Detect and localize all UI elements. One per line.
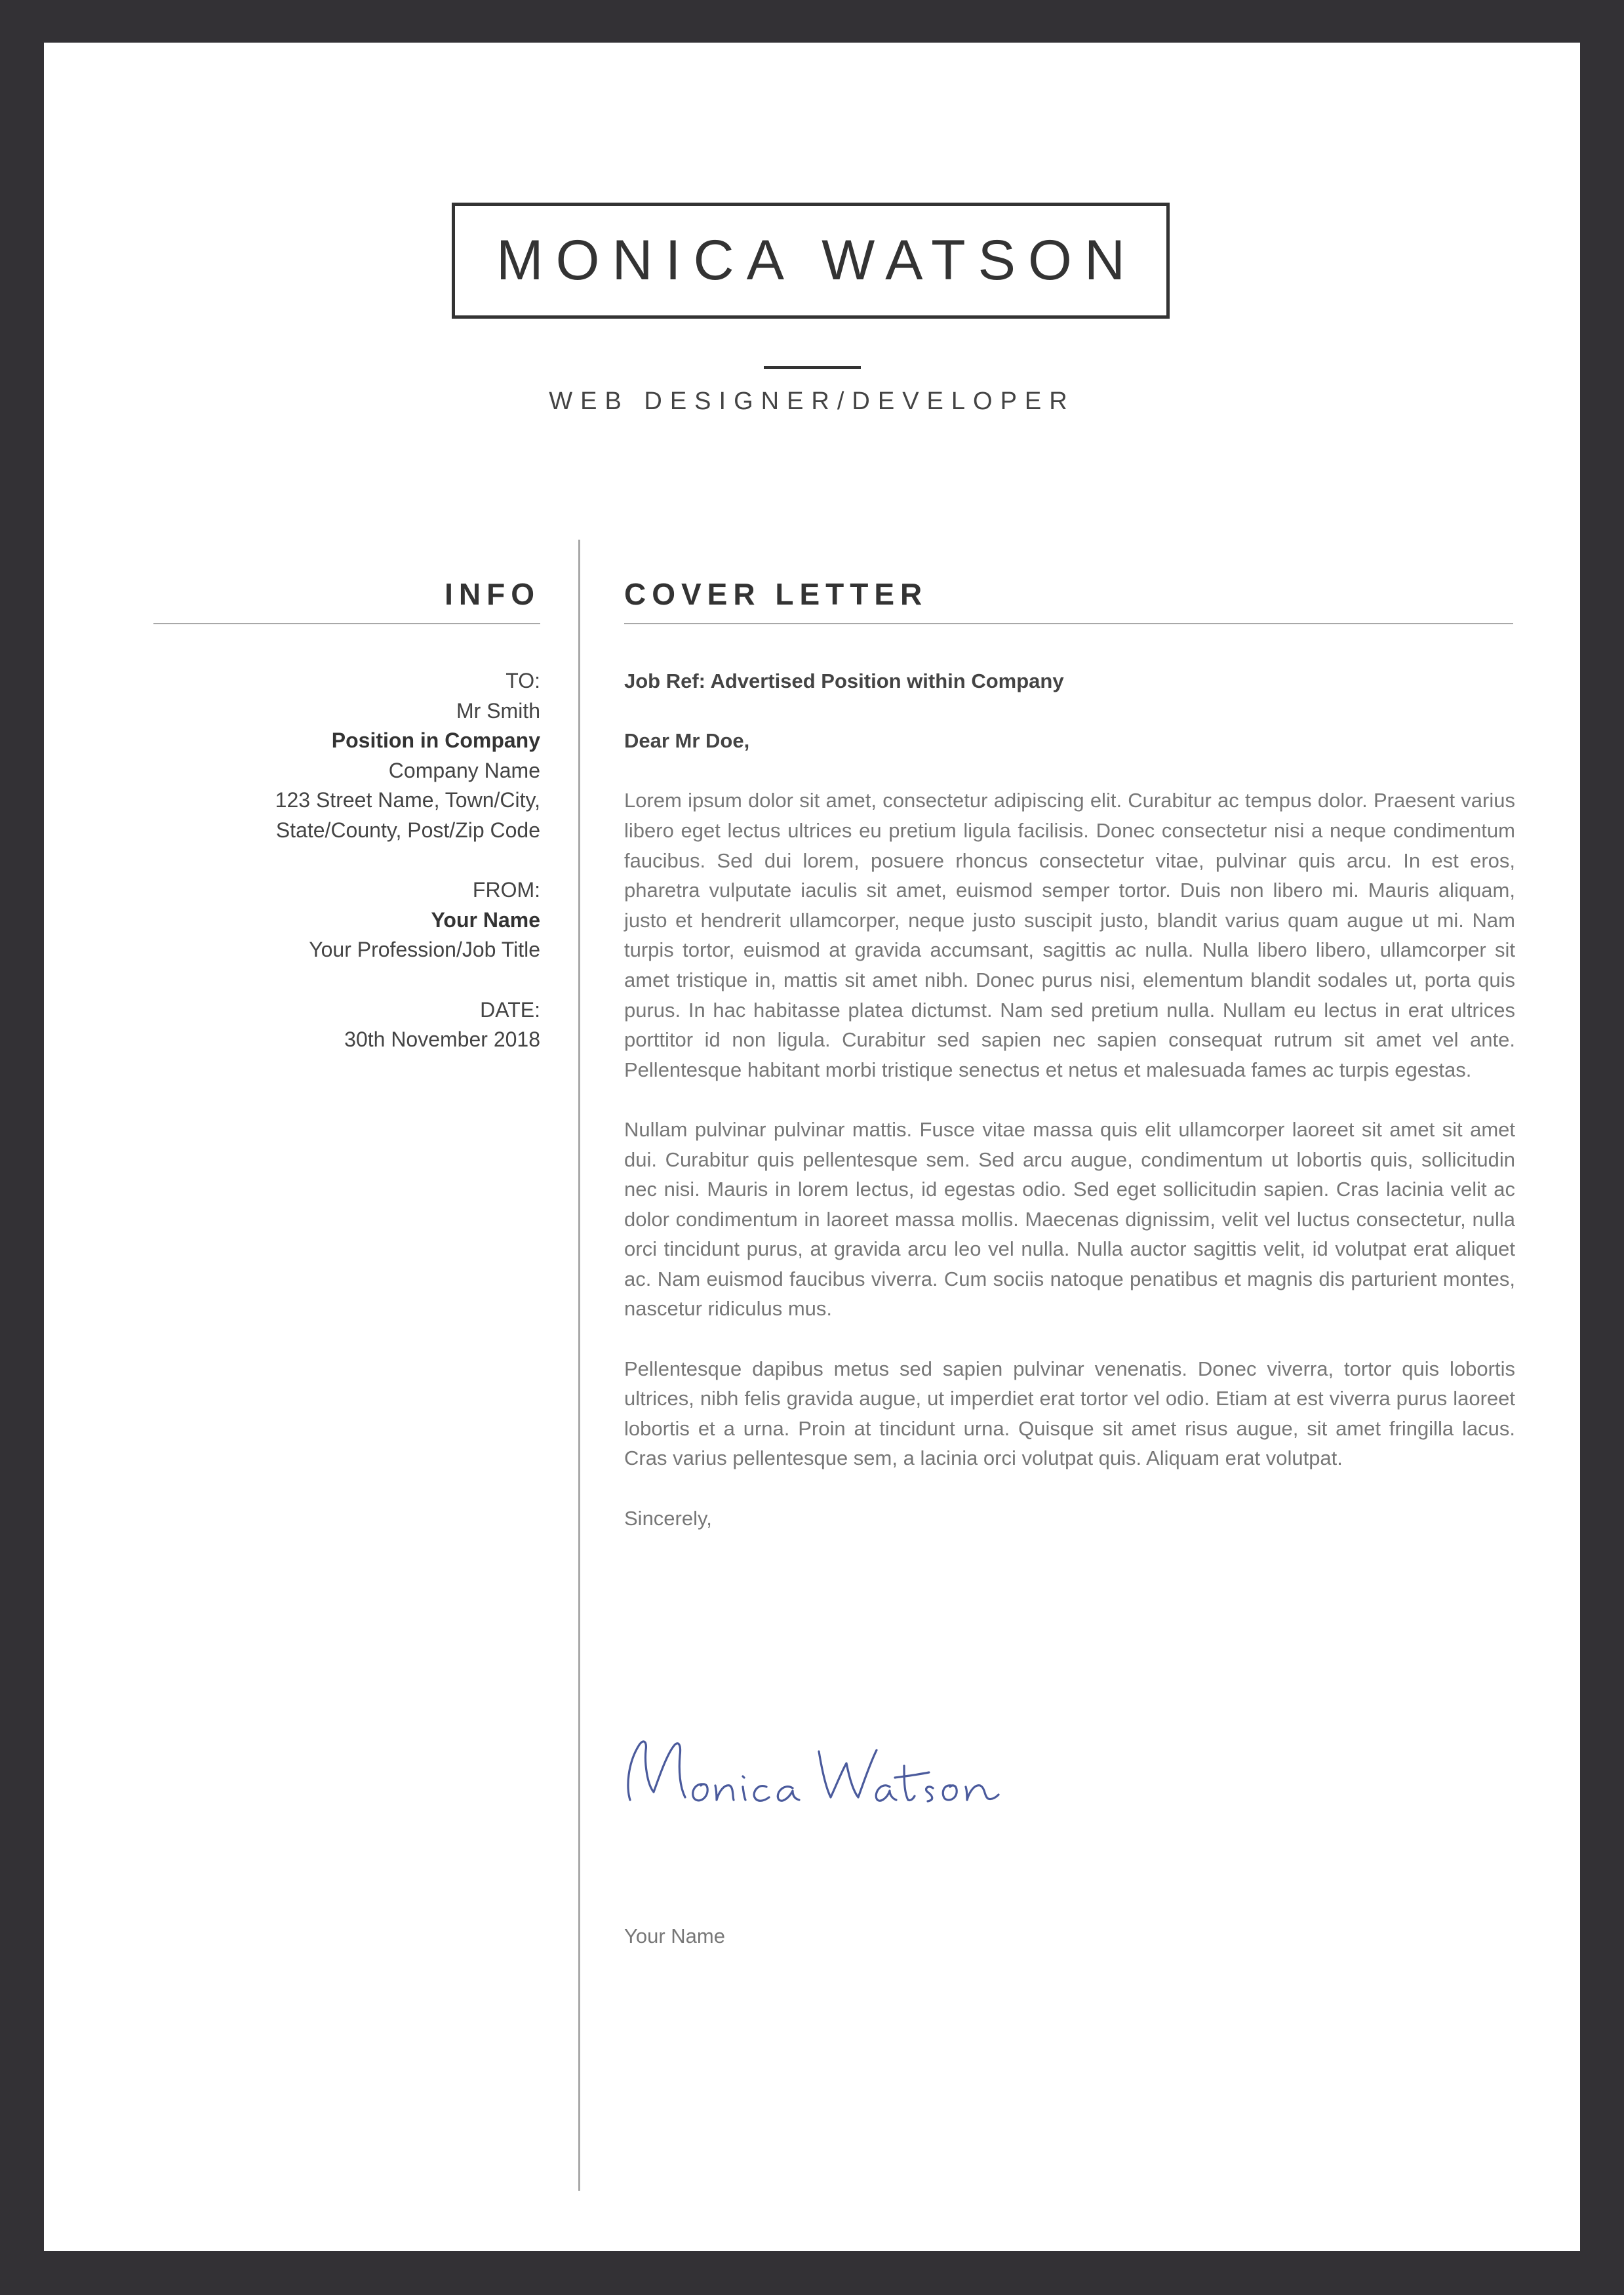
info-section [153, 666, 540, 1085]
letter-paragraph: Nullam pulvinar pulvinar mattis. Fusce vitae massa quis elit ullamcorper laoreet sit amet sit amet dui. Curabitur quis pellentesque sem. Sed arcu augue, condimentum ut lobortis quis, sollicitudin nec nisi. Mauris in lorem lectus, id egestas odio. Sed eget sollicitudin sapien. Cras lacinia velit ac dolor condimentum in laoreet massa mollis. Maecenas dignissim, velit vel luctus consectetur, nulla orci tincidunt purus, at gravida arcu leo vel nulla. Nulla auctor sagittis velit, id volutpat erat aliquet ac. Nam euismod faucibus viverra. Cum sociis natoque penatibus et magnis dis parturient montes, nascetur ridiculus mus. [624, 1117, 1515, 1321]
sender-title: Your Profession/Job Title [309, 938, 540, 962]
recipient-company: Company Name [388, 758, 540, 782]
date-block [153, 995, 540, 1055]
recipient-position: Position in Company [331, 728, 540, 753]
from-label: FROM: [472, 878, 540, 902]
resume-page [44, 43, 1580, 2251]
title-divider [764, 366, 861, 369]
date-label: DATE: [480, 997, 540, 1022]
closing: Sincerely, [624, 1506, 712, 1530]
sender-block [153, 875, 540, 965]
to-label: TO: [505, 669, 540, 692]
recipient-block [153, 666, 540, 846]
signer-name: Your Name [624, 1925, 725, 1947]
letter-body [624, 666, 1515, 1533]
info-heading: INFO [445, 577, 540, 611]
date-value: 30th November 2018 [344, 1028, 540, 1052]
job-reference: Job Ref: Advertised Position within Company [624, 669, 1064, 692]
applicant-name: MONICA WATSON [496, 229, 1138, 292]
name-box [452, 203, 1170, 319]
cover-letter-heading-rule [624, 623, 1513, 624]
recipient-address-line-1: 123 Street Name, Town/City, [275, 788, 540, 812]
cover-letter-heading: COVER LETTER [624, 577, 928, 611]
letter-paragraph: Lorem ipsum dolor sit amet, consectetur adipiscing elit. Curabitur ac tempus dolor. Praesent varius libero eget lectus ultrices eu pretium ligula facilisis. Donec consectetur nisi a neque condimentum faucibus. Sed dui lorem, posuere rhoncus consectetur vitae, pulvinar quis arcu. In est eros, pharetra vulputate iaculis sit amet, euismod semper tortor. Duis non libero mi. Mauris aliquam, justo et hendrerit ullamcorper, neque justo suscipit justo, blandit varius quam augue ut mi. Nam turpis tortor, euismod at gravida accumsant, sagittis ac nulla. Nulla libero libero, ullamcorper sit amet tristique in, mattis sit amet nibh. Donec purus nisi, elementum blandit sodales ut, porta quis purus. In hac habitasse platea dictumst. Nam sed pretium nulla. Nullam eu lectus in erat ultrices porttitor id non ligula. Curabitur sed sapien nec sapien consequat rutrum sit amet vel ante. Pellentesque habitant morbi tristique senectus et netus et malesuada fames ac turpis egestas. [624, 789, 1515, 1081]
letter-paragraph: Pellentesque dapibus metus sed sapien pulvinar venenatis. Donec viverra, tortor quis lobortis ultrices, nibh felis gravida augue, ut imperdiet erat tortor vel odio. Etiam at est viverra purus laoreet lobortis et a urna. Proin at tincidunt urna. Quisque sit amet risus augue, sit amet fringilla lacus. Cras varius pellentesque sem, a lacinia orci volutpat quis. Aliquam erat volutpat. [624, 1357, 1515, 1470]
sender-name: Your Name [431, 908, 540, 932]
handwritten-signature [621, 1729, 1040, 1827]
salutation: Dear Mr Doe, [624, 729, 750, 753]
signature-strokes [628, 1742, 999, 1801]
recipient-address-line-2: State/County, Post/Zip Code [275, 818, 540, 842]
recipient-name: Mr Smith [456, 698, 540, 723]
column-divider [578, 540, 580, 2191]
info-heading-rule [153, 623, 540, 624]
job-title: WEB DESIGNER/DEVELOPER [549, 388, 1075, 415]
